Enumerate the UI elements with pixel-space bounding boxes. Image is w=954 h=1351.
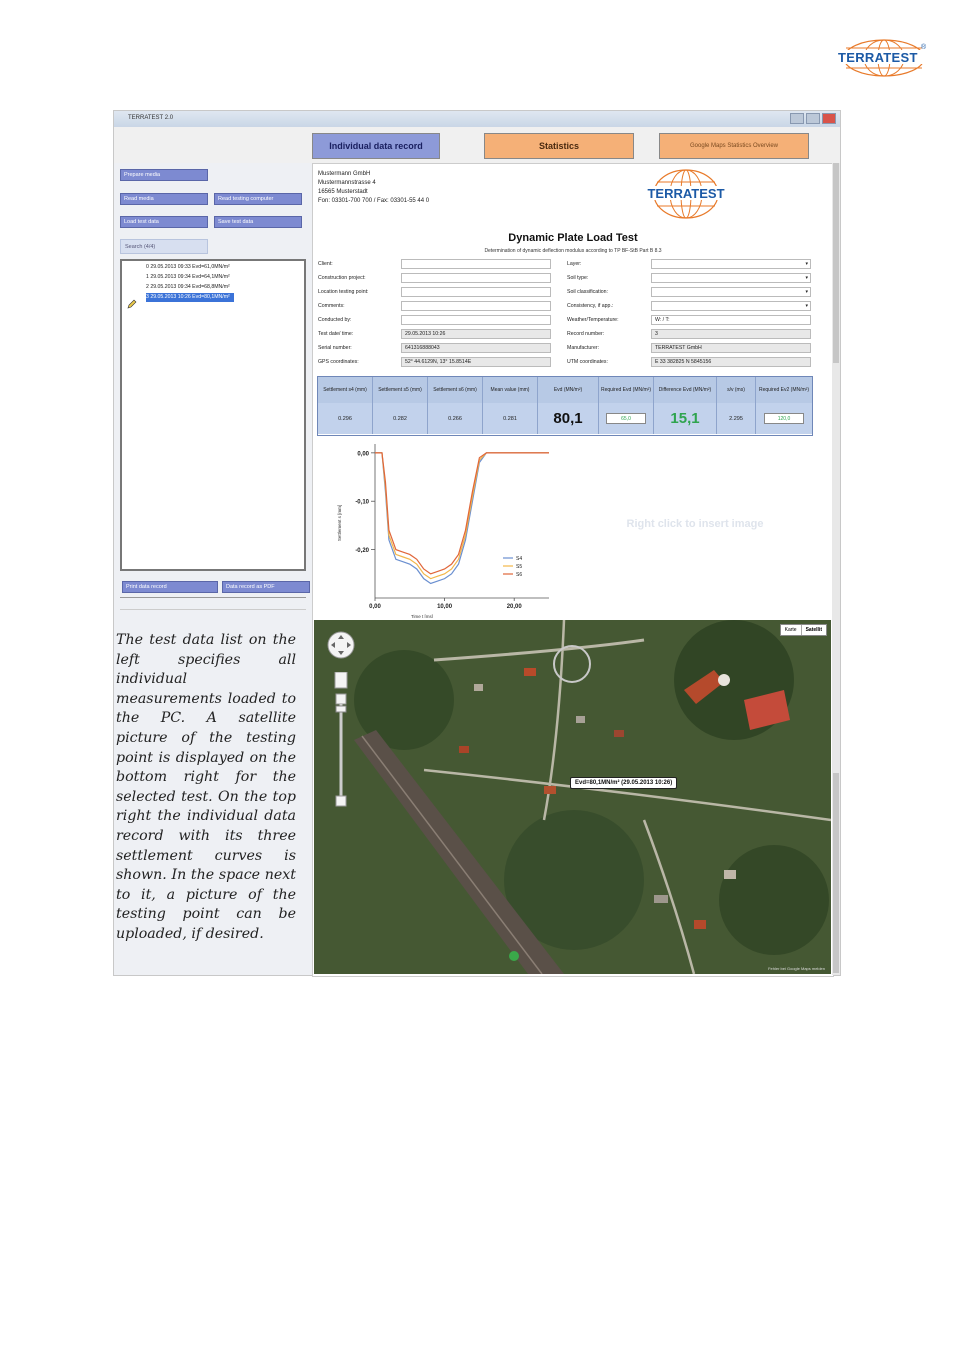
manufacturer-field: TERRATEST GmbH	[651, 343, 811, 353]
address-line: Mustermann GmbH	[318, 171, 371, 177]
field-label: Conducted by:	[318, 317, 352, 323]
evd-value: 80,1	[538, 403, 599, 434]
divider	[120, 597, 306, 598]
divider	[120, 609, 306, 610]
field-label: GPS coordinates:	[318, 359, 359, 365]
pan-control-icon[interactable]	[326, 630, 356, 660]
table-header: Evd (MN/m²)	[538, 377, 599, 403]
brand-name: TERRATEST	[838, 50, 918, 65]
list-item[interactable]: 0 29.05.2013 09:33 Evd=61,0MN/m²	[146, 264, 230, 270]
series-line-s4	[375, 453, 549, 584]
field-label: Client:	[318, 261, 333, 267]
test-record-list[interactable]	[120, 259, 306, 571]
table-header: Required Evd (MN/m²)	[599, 377, 654, 403]
tab-bar	[114, 127, 840, 163]
map-type-satellite-button[interactable]: Satellit	[801, 625, 826, 635]
x-axis-label: Time t [ms]	[410, 614, 434, 618]
document-subtitle: Determination of dynamic deflection modulus according to TP BF-StB Part B 8.3	[484, 248, 662, 254]
terratest-document-logo	[631, 168, 741, 220]
print-data-record-button[interactable]: Print data record	[122, 581, 218, 593]
construction-project-field[interactable]	[401, 273, 551, 283]
table-header: Settlement s5 (mm)	[373, 377, 428, 403]
company-address	[318, 170, 429, 206]
map-callout: Evd=80,1MN/m² (29.05.2013 10:26)	[570, 777, 677, 789]
map-imagery	[314, 620, 831, 974]
field-label: Soil type:	[567, 275, 589, 281]
mean-value: 0.281	[483, 403, 538, 434]
y-tick-label: -0,20	[355, 548, 369, 555]
pencil-icon	[127, 299, 137, 309]
satellite-map[interactable]	[314, 620, 831, 974]
settlement-chart	[317, 440, 557, 618]
field-label: Weather/Temperature:	[567, 317, 619, 323]
map-type-switch	[780, 624, 827, 636]
utm-coordinates-field: E 33 382825 N 5845156	[651, 357, 811, 367]
field-label: Soil classification:	[567, 289, 608, 295]
scrollbar-thumb[interactable]	[833, 773, 839, 973]
insert-image-placeholder[interactable]: Right click to insert image	[626, 518, 764, 530]
serial-number-field: 641316888043	[401, 343, 551, 353]
table-header: Required Ev2 (MN/m²)	[756, 377, 812, 403]
dropdown-arrow-icon: ▾	[805, 275, 808, 281]
address-line: Fon: 03301-700 700 / Fax: 03301-55 44 0	[318, 198, 430, 204]
required-evd-value[interactable]: 65,0	[606, 413, 646, 424]
prepare-media-button[interactable]: Prepare media	[120, 169, 208, 181]
weather-field[interactable]: W: / T:	[651, 315, 811, 325]
legend-label: S4	[516, 556, 523, 562]
field-label: Manufacturer:	[567, 345, 600, 351]
gps-coordinates-field: 52° 44.6129N, 13° 15.8514E	[401, 357, 551, 367]
minimize-button[interactable]	[790, 113, 804, 124]
required-ev2-value[interactable]: 120,0	[764, 413, 804, 424]
settlement-s5-value: 0.282	[373, 403, 428, 434]
tab-google-maps-overview[interactable]: Google Maps Statistics Overview	[659, 133, 809, 159]
table-header: s/v (ms)	[717, 377, 756, 403]
soil-classification-select[interactable]	[651, 287, 811, 297]
map-type-map-button[interactable]: Karte	[784, 627, 797, 633]
required-evd-cell	[599, 403, 654, 434]
field-label: Layer:	[567, 261, 582, 267]
list-item[interactable]: 1 29.05.2013 09:34 Evd=64,1MN/m²	[146, 274, 230, 280]
tab-individual-data-record[interactable]: Individual data record	[312, 133, 440, 159]
zoom-slider[interactable]	[334, 672, 348, 812]
save-test-data-button[interactable]: Save test data	[214, 216, 302, 228]
maximize-button[interactable]	[806, 113, 820, 124]
field-label: Record number:	[567, 331, 605, 337]
consistency-select[interactable]	[651, 301, 811, 311]
address-line: Mustermannstrasse 4	[318, 180, 376, 186]
map-footer[interactable]: Fehler bei Google Maps melden	[768, 966, 825, 971]
location-field[interactable]	[401, 287, 551, 297]
data-record-pdf-button[interactable]: Data record as PDF	[222, 581, 310, 593]
window-titlebar	[114, 111, 840, 127]
left-panel	[117, 163, 307, 613]
client-field[interactable]	[401, 259, 551, 269]
list-item[interactable]: 2 29.05.2013 09:34 Evd=68,8MN/m²	[146, 284, 230, 290]
address-line: 16565 Musterstadt	[318, 189, 368, 195]
load-test-data-button[interactable]: Load test data	[120, 216, 208, 228]
document-title: Dynamic Plate Load Test	[508, 232, 638, 244]
settlement-s4-value: 0.296	[318, 403, 373, 434]
dropdown-arrow-icon: ▾	[805, 303, 808, 309]
vertical-scrollbar[interactable]	[832, 163, 840, 975]
table-header: Settlement s4 (mm)	[318, 377, 373, 403]
y-axis-label: Settlement s [mm]	[337, 504, 342, 542]
data-record-document	[312, 163, 834, 977]
read-testing-computer-button[interactable]: Read testing computer	[214, 193, 302, 205]
record-number-field: 3	[651, 329, 811, 339]
list-item-selected[interactable]: 3 29.05.2013 10:26 Evd=80,1MN/m²	[146, 293, 234, 302]
search-field[interactable]: Search (4/4)	[120, 239, 208, 254]
field-label: Consistency, if app.:	[567, 303, 614, 309]
field-label: Comments:	[318, 303, 345, 309]
field-label: Construction project:	[318, 275, 366, 281]
test-date-field: 29.05.2013 10:26	[401, 329, 551, 339]
table-header: Difference Evd (MN/m²)	[654, 377, 717, 403]
comments-field[interactable]	[401, 301, 551, 311]
layer-select[interactable]	[651, 259, 811, 269]
field-label: UTM coordinates:	[567, 359, 608, 365]
table-header: Settlement s6 (mm)	[428, 377, 483, 403]
legend-label: S5	[516, 564, 523, 570]
field-label: Test date/ time:	[318, 331, 354, 337]
dropdown-arrow-icon: ▾	[805, 261, 808, 267]
field-label: Location testing point:	[318, 289, 369, 295]
y-tick-label: -0,10	[355, 499, 369, 506]
legend-label: S6	[516, 572, 523, 578]
x-tick-label: 10,00	[437, 604, 453, 610]
x-tick-label: 20,00	[506, 604, 522, 610]
document-logo-text: TERRATEST	[647, 186, 725, 201]
sv-value: 2.295	[717, 403, 756, 434]
settlement-s6-value: 0.266	[428, 403, 483, 434]
results-table	[317, 376, 813, 436]
series-line-s5	[375, 453, 549, 579]
tab-statistics[interactable]: Statistics	[484, 133, 634, 159]
figure-caption: The test data list on the left specifies all individual measurements loaded to the PC. A satellite picture of the testing point is displayed on the bottom right for the selected test. On the top right the individual data record with its three settlement curves is shown. In the space next to it, a picture of the testing point can be uploaded, if desired.	[116, 632, 296, 942]
brand-registered: ®	[921, 44, 927, 51]
conducted-by-field[interactable]	[401, 315, 551, 325]
scrollbar-thumb[interactable]	[833, 163, 839, 363]
dropdown-arrow-icon: ▾	[805, 289, 808, 295]
required-ev2-cell	[756, 403, 812, 434]
read-media-button[interactable]: Read media	[120, 193, 208, 205]
field-label: Serial number:	[318, 345, 352, 351]
y-tick-label: 0,00	[357, 451, 369, 458]
table-header: Mean value (mm)	[483, 377, 538, 403]
difference-evd-value: 15,1	[654, 403, 717, 434]
window-title: TERRATEST 2.0	[128, 115, 174, 121]
x-tick-label: 0,00	[369, 604, 381, 610]
close-button[interactable]	[822, 113, 836, 124]
soil-type-select[interactable]	[651, 273, 811, 283]
